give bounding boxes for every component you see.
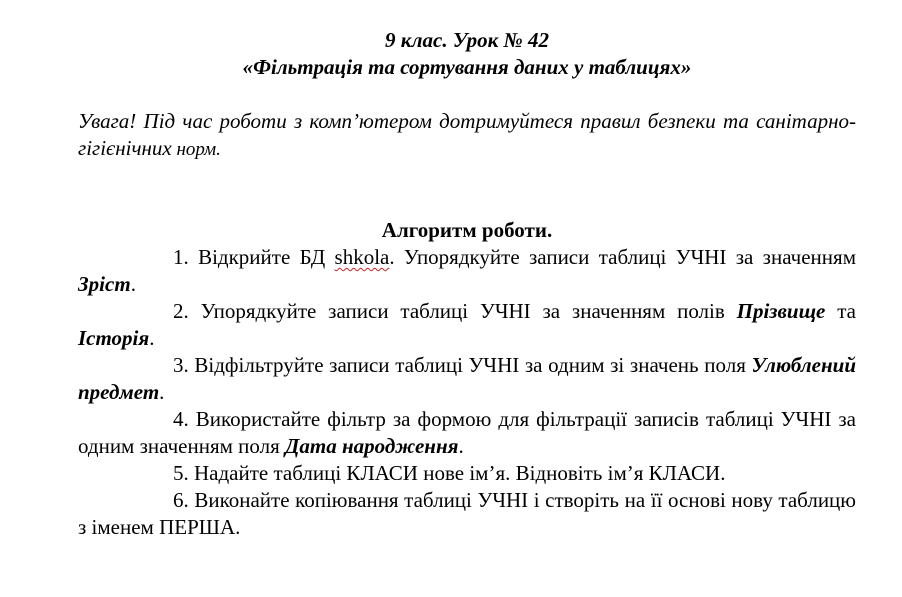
step-4-text-a: 4. Використайте фільтр за формою для фільтрації записів таблиці УЧНІ за одним значенням поля xyxy=(78,407,856,458)
warning-text-end: норм. xyxy=(171,139,221,160)
step-1 xyxy=(78,244,856,298)
field-name-surname: Прізвище xyxy=(736,299,826,323)
field-name-height: Зріст xyxy=(78,272,131,296)
step-2-text-b: та xyxy=(825,299,856,323)
warning-text: Увага! Під час роботи з комп’ютером дотримуйтеся правил безпеки та санітарно-гігієнічних xyxy=(78,109,856,160)
algorithm-title: Алгоритм роботи. xyxy=(381,218,553,242)
document-page xyxy=(78,27,856,541)
step-4-text-b: . xyxy=(458,434,464,458)
step-4 xyxy=(78,406,856,460)
lesson-heading xyxy=(78,27,856,81)
step-2-text-a: 2. Упорядкуйте записи таблиці УЧНІ за значенням полів xyxy=(173,299,737,323)
step-3-text-b: . xyxy=(159,380,165,404)
step-1-text-c: . xyxy=(130,272,136,296)
field-name-favorite-subject: Улюблений предмет xyxy=(78,353,856,404)
field-name-history: Історія xyxy=(78,326,150,350)
step-2-text-c: . xyxy=(149,326,155,350)
step-6: 6. Виконайте копіювання таблиці УЧНІ і створіть на її основі нову таблицю з іменем ПЕРША. xyxy=(78,488,856,539)
step-1-text-b: . Упорядкуйте записи таблиці УЧНІ за значенням xyxy=(389,245,856,269)
step-5: 5. Надайте таблиці КЛАСИ нове ім’я. Відновіть ім’я КЛАСИ. xyxy=(173,461,726,485)
database-name: shkola xyxy=(334,245,390,269)
step-3-text-a: 3. Відфільтруйте записи таблиці УЧНІ за одним зі значень поля xyxy=(173,353,752,377)
field-name-birth-date: Дата народження xyxy=(285,434,459,458)
step-2 xyxy=(78,298,856,352)
step-3 xyxy=(78,352,856,406)
safety-warning xyxy=(78,108,856,163)
lesson-number: 9 клас. Урок № 42 xyxy=(384,28,550,52)
lesson-topic: «Фільтрація та сортування даних у таблицях» xyxy=(242,55,692,79)
algorithm-steps xyxy=(78,244,856,541)
step-1-text-a: 1. Відкрийте БД xyxy=(173,245,335,269)
